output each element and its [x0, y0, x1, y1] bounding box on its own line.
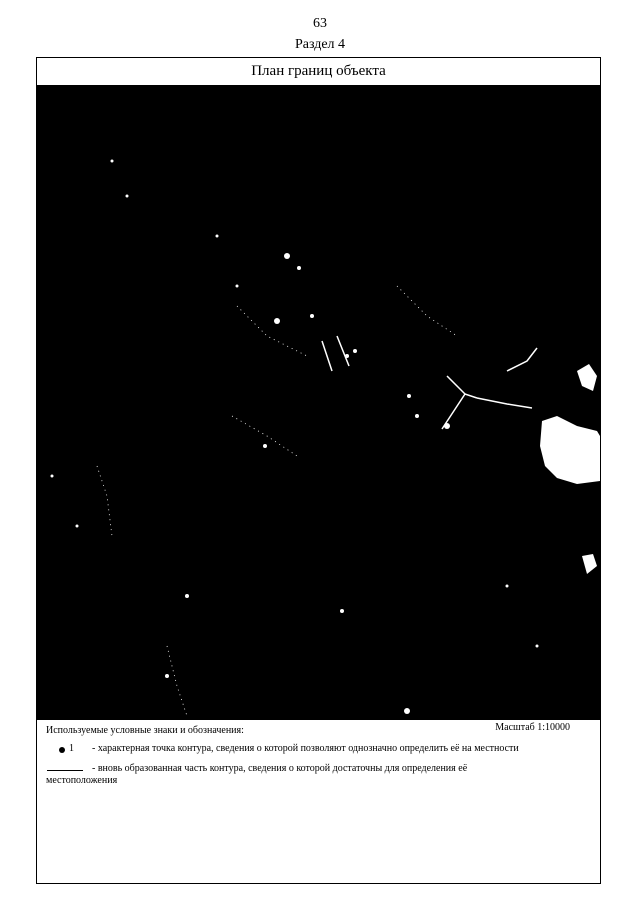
plan-title: План границ объекта [37, 58, 600, 86]
aerial-map-image [37, 86, 600, 720]
point-marker-icon [59, 747, 65, 753]
point-marker-label: 1 [69, 743, 74, 754]
line-description-continued: местоположения [46, 775, 118, 786]
line-description: - вновь образованная часть контура, сведения о которой достаточны для определения её [92, 763, 468, 774]
plan-frame [36, 57, 601, 884]
section-title: Раздел 4 [294, 37, 346, 52]
boundary-line-icon [47, 770, 83, 771]
aerial-map-svg [37, 86, 600, 720]
page-number: 63 [313, 16, 327, 31]
scale-label: Масштаб 1:10000 [495, 722, 570, 733]
legend-heading: Используемые условные знаки и обозначения: [46, 725, 244, 736]
point-description: - характерная точка контура, сведения о которой позволяют однозначно определить её на местности [92, 743, 519, 754]
